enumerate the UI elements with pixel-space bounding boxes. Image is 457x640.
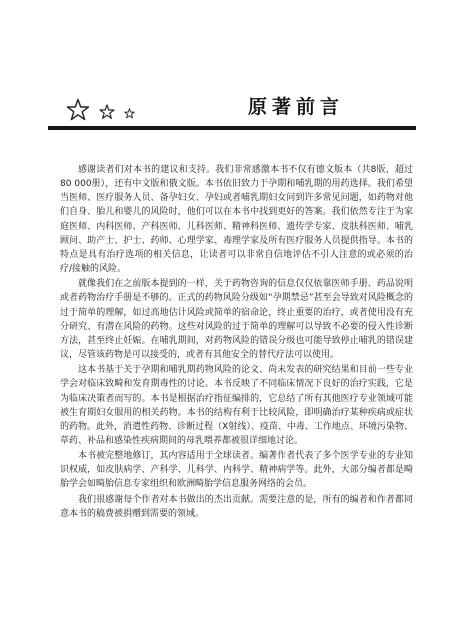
star-large-icon	[66, 98, 90, 122]
paragraph-2: 就像我们在之前版本提到的一样，关于药物咨询的信息仅仅依靠医师手册、药品说明或者药物治疗手册是不够的。正式的药物风险分级如“孕期禁忌”甚至会导致对风险概念的过于简单的理解，如过高地估计风险或简单的宿命论，终止重要的治疗，或者使用没有充分研究、有潜在风险的药物。这些对风险的过于简单的理解可以导致不必要的侵入性诊断方法，甚至终止妊娠。在哺乳期间，对药物风险的错误分级也可能导致停止哺乳的错误建议，尽管该药物是可以接受的，或者有其他安全的替代疗法可以使用。	[60, 279, 413, 361]
star-small-icon	[124, 108, 135, 119]
header-divider	[48, 126, 416, 130]
page-title: 原著前言	[247, 96, 344, 118]
three-outline-stars-icon	[66, 96, 186, 126]
preface-body	[60, 163, 413, 521]
paragraph-1: 感谢读者们对本书的建议和支持。我们非常感激本书不仅有德文版本（共8版，超过80 000册），还有中文版和俄文版。本书依旧致力于孕期和哺乳期的用药选择。我们希望当医师、医疗服务人员、备孕妇女、孕妇或者哺乳期妇女问到许多常见问题，如药物对他们自身、胎儿和婴儿的风险时，他们可以在本书中找到更好的答案。我们依然专注于为家庭医师、内科医师、产科医师、儿科医师、精神科医师、遗传学专家、皮肤科医师、哺乳顾问、助产士、护士、药师、心理学家、毒理学家及所有医疗服务人员提供指导。本书的特点是具有治疗选项的相关信息，让读者可以非常自信地评估不引人注意的或必须的治疗/接触的风险。	[60, 165, 413, 275]
paragraph-5: 我们很感谢每个作者对本书做出的杰出贡献。需要注意的是，所有的编者和作者都同意本书的稿费被捐赠到需要的领域。	[60, 494, 413, 519]
paragraph-3: 这本书基于关于孕期和哺乳期药物风险的论文、尚未发表的研究结果和目前一些专业学会对临床致畸和发育期毒性的讨论。本书反映了不同临床情况下良好的治疗实践，它是为临床决策者而写的。本书是根据治疗指征编排的，它总结了所有其他医疗专业领域可能被生育期妇女服用的相关药物。本书的结构有利于比较风险，即明确治疗某种疾病或症状的药物。此外，消遣性药物、诊断过程（X射线）、疫苗、中毒、工作地点、环境污染物、草药、补品和感染性疾病期间的母乳喂养都被很详细地讨论。	[60, 365, 413, 446]
paragraph-4: 本书被完整地修订，其内容适用于全球读者。编著作者代表了多个医学专业的专业知识权威，如皮肤病学、产科学、儿科学、内科学、精神病学等。此外，大部分编者都是畸胎学会如畸胎信息专家组织和欧洲畸胎学信息服务网络的会员。	[60, 451, 413, 490]
preface-header	[48, 88, 416, 128]
star-medium-icon	[99, 104, 115, 120]
